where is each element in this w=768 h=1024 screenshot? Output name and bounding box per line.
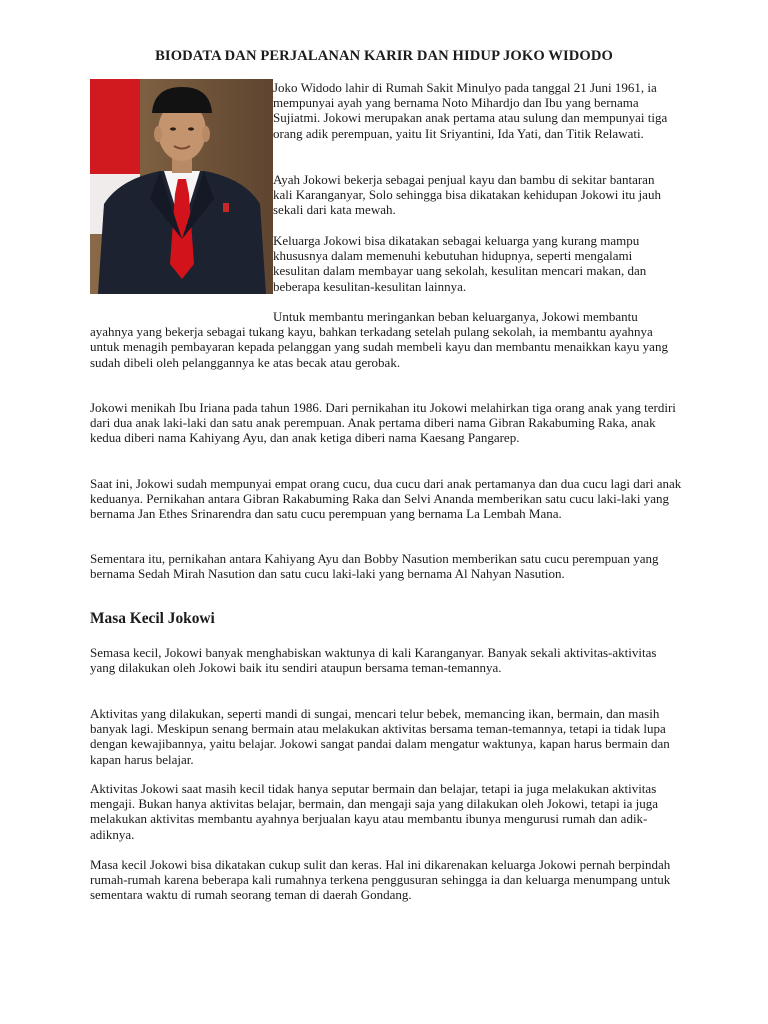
- section-paragraph: Aktivitas yang dilakukan, seperti mandi di sungai, mencari telur bebek, memancing ikan, bermain, dan masih banyak lagi. Meskipun senang bermain atau melakukan aktivitas bersama teman-temannya, tetapi ia tidak lupa dengan kewajibannya, yaitu belajar. Jokowi sangat pandai dalam mengatur waktunya, kapan harus bermain dan kapan harus belajar.: [90, 706, 670, 767]
- body-paragraph: Untuk membantu meringankan beban keluarganya, Jokowi membantu ayahnya yang bekerja sebagai tukang kayu, bahkan terkadang setelah pulang sekolah, ia membantu ayahnya untuk menagih pembayaran kepada pelanggan yang sudah membeli kayu dan membantu menaikkan kayu yang sudah dibeli oleh pelanggannya ke atas becak atau gerobak.: [90, 309, 668, 370]
- intro-paragraph: Ayah Jokowi bekerja sebagai penjual kayu dan bambu di sekitar bantaran kali Karanganyar, Solo sehingga bisa dikatakan kehidupan Jokowi itu jauh sekali dari kata mewah.: [273, 172, 661, 218]
- document-title: BIODATA DAN PERJALANAN KARIR DAN HIDUP JOKO WIDODO: [155, 48, 613, 64]
- section-paragraph: Aktivitas Jokowi saat masih kecil tidak hanya seputar bermain dan belajar, tetapi ia juga melakukan aktivitas mengaji. Bukan hanya aktivitas belajar, bermain, dan mengaji saja yang dilakukan oleh Jokowi, tetapi ia juga melakukan aktivitas membantu ayahnya berjualan kayu atau membantu ibunya mengurusi rumah dan adik-adiknya.: [90, 781, 659, 842]
- body-paragraph: Sementara itu, pernikahan antara Kahiyang Ayu dan Bobby Nasution memberikan satu cucu perempuan yang bernama Sedah Mirah Nasution dan satu cucu laki-laki yang bernama Al Nahyan Nasution.: [90, 551, 659, 582]
- body-paragraph: Jokowi menikah Ibu Iriana pada tahun 1986. Dari pernikahan itu Jokowi melahirkan tiga orang anak yang terdiri dari dua anak laki-laki dan satu anak perempuan. Anak pertama diberi nama Gibran Rakabuming Raka, anak kedua diberi nama Kahiyang Ayu, dan anak ketiga diberi nama Kaesang Pangarep.: [90, 400, 676, 446]
- intro-paragraph: Joko Widodo lahir di Rumah Sakit Minulyo pada tanggal 21 Juni 1961, ia mempunyai ayah yang bernama Noto Mihardjo dan Ibu yang bernama Sujiatmi. Jokowi merupakan anak pertama atau sulung dan mempunyai tiga orang adik perempuan, yaitu Iit Sriyantini, Ida Yati, dan Titik Relawati.: [273, 80, 668, 141]
- portrait-illustration: [90, 79, 273, 294]
- section-paragraph: Masa kecil Jokowi bisa dikatakan cukup sulit dan keras. Hal ini dikarenakan keluarga Jokowi pernah berpindah rumah-rumah karena beberapa kali rumahnya terkena penggusuran sehingga ia dan keluarga menumpang untuk sementara waktu di rumah seorang teman di daerah Gondang.: [90, 857, 671, 903]
- body-paragraph: Saat ini, Jokowi sudah mempunyai empat orang cucu, dua cucu dari anak pertamanya dan dua cucu lagi dari anak keduanya. Pernikahan antara Gibran Rakabuming Raka dan Selvi Ananda memberikan satu cucu laki-laki yang bernama Jan Ethes Srinarendra dan satu cucu perempuan yang bernama La Lembah Mana.: [90, 476, 682, 522]
- section-paragraph: Semasa kecil, Jokowi banyak menghabiskan waktunya di kali Karanganyar. Banyak sekali aktivitas-aktivitas yang dilakukan oleh Jokowi baik itu sendiri ataupun bersama teman-temannya.: [90, 645, 657, 676]
- portrait-photo: [90, 79, 273, 294]
- section-heading: Masa Kecil Jokowi: [90, 610, 215, 627]
- intro-paragraph: Keluarga Jokowi bisa dikatakan sebagai keluarga yang kurang mampu khususnya dalam memenuhi kebutuhan hidupnya, seperti mengalami kesulitan dalam membayar uang sekolah, kesulitan mencari makan, dan beberapa kesulitan-kesulitan lainnya.: [273, 233, 647, 294]
